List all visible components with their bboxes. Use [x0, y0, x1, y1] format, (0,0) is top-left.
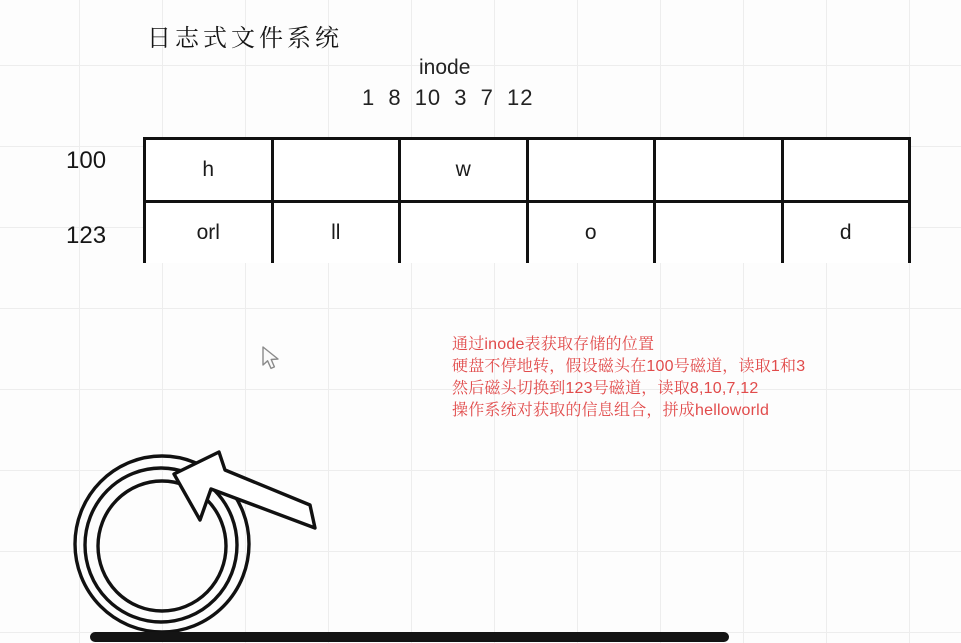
table-cell: h	[146, 140, 271, 200]
annotation-line: 操作系统对获取的信息组合，拼成helloworld	[452, 402, 770, 419]
table-cell	[653, 203, 781, 263]
table-cell: orl	[146, 203, 271, 263]
page-title: 日志式文件系统	[147, 25, 343, 52]
table-cell: w	[398, 140, 526, 200]
video-progress-bar[interactable]	[90, 632, 729, 642]
annotation-line: 然后磁头切换到123号磁道，读取8,10,7,12	[452, 380, 759, 397]
annotation-notes	[452, 334, 852, 422]
table-cell	[653, 140, 781, 200]
mouse-cursor-icon	[261, 346, 283, 372]
track-label-123: 123	[66, 222, 107, 249]
table-row-track-123	[146, 203, 908, 263]
table-row-track-100	[146, 140, 908, 203]
table-cell: ll	[271, 203, 399, 263]
disk-drawing-icon	[55, 438, 345, 643]
table-cell: o	[526, 203, 654, 263]
track-label-100: 100	[66, 147, 107, 174]
annotation-line: 通过inode表获取存储的位置	[452, 336, 655, 353]
inode-heading: inode	[419, 56, 471, 79]
table-cell: d	[781, 203, 909, 263]
table-cell	[271, 140, 399, 200]
table-cell	[526, 140, 654, 200]
inode-block-order: 1 8 10 3 7 12	[362, 85, 534, 110]
table-cell	[781, 140, 909, 200]
table-cell	[398, 203, 526, 263]
disk-block-table	[143, 137, 911, 263]
annotation-line: 硬盘不停地转，假设磁头在100号磁道，读取1和3	[452, 358, 806, 375]
